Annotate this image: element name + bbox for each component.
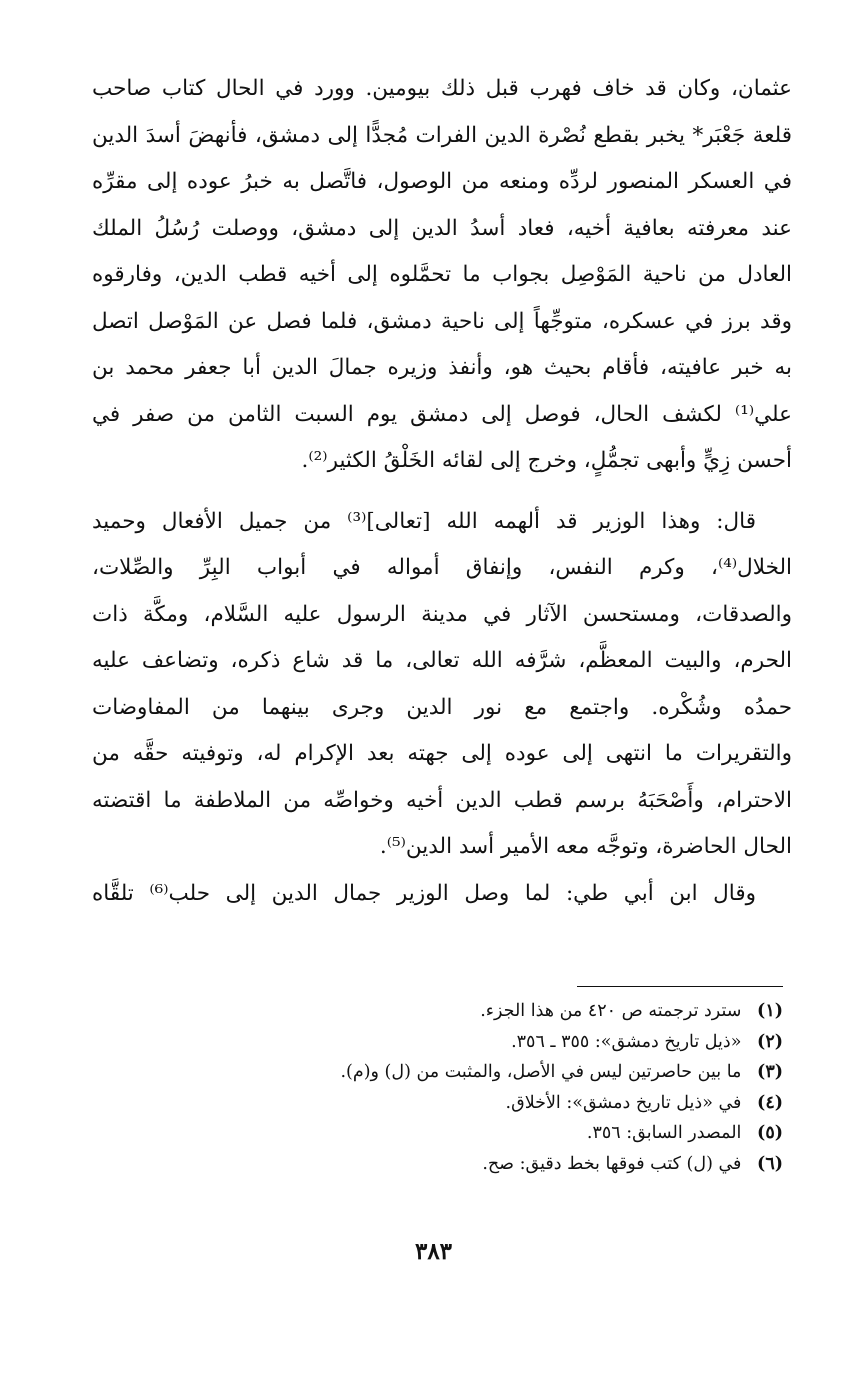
- footnote-item: [83, 996, 783, 1027]
- footnote-text: في (ل) كتب فوقها بخط دقيق: صح.: [482, 1153, 742, 1174]
- footnote-text: في «ذيل تاريخ دمشق»: الأخلاق.: [505, 1092, 742, 1113]
- text-line: وقد برز في عسكره، متوجِّهاً إلى ناحية دمشق، فلما فصل عن المَوْصل اتصل: [92, 308, 792, 334]
- footnotes: [83, 996, 783, 1180]
- footnote-text: ما بين حاصرتين ليس في الأصل، والمثبت من (ل) و(م).: [340, 1062, 742, 1083]
- footnote-number: (١): [757, 1001, 783, 1021]
- text-line: به خبر عافيته، فأقام بحيث هو، وأنفذ وزيره جمالَ الدين أبا جعفر محمد بن: [92, 355, 792, 380]
- text-line: حمدُه وشُكْره. واجتمع مع نور الدين وجرى بينهما من المفاوضات: [92, 694, 792, 720]
- footnote-separator: [577, 986, 783, 987]
- text-line: الاحترام، وأَصْحَبَهُ برسم قطب الدين أخيه وخواصِّه من الملاطفة ما اقتضته: [92, 787, 792, 813]
- footnote-item: [83, 1027, 783, 1058]
- text-line: علي⁽¹⁾ لكشف الحال، فوصل إلى دمشق يوم السبت الثامن من صفر في: [92, 401, 792, 427]
- footnote-number: (٦): [757, 1153, 783, 1174]
- text-line: قال: وهذا الوزير قد ألهمه الله [تعالى]⁽³⁾ من جميل الأفعال وحميد: [92, 508, 756, 534]
- text-line: عند معرفته بعافية أخيه، فعاد أسدُ الدين إلى دمشق، ووصلت رُسُلُ الملك: [92, 215, 792, 241]
- paragraph-3: [92, 871, 792, 918]
- text-line: عثمان، وكان قد خاف فهرب قبل ذلك بيومين. وورد في الحال كتاب صاحب: [92, 76, 792, 101]
- footnote-number: (٥): [757, 1123, 783, 1144]
- text-line: الخلال⁽⁴⁾، وكرم النفس، وإنفاق أمواله في أبواب البِرِّ والصِّلات،: [92, 555, 792, 580]
- text-line: الحال الحاضرة، وتوجَّه معه الأمير أسد الدين⁽⁵⁾.: [379, 834, 792, 859]
- footnote-text: المصدر السابق: ٣٥٦.: [586, 1123, 742, 1144]
- footnote-item: [83, 1057, 783, 1088]
- text-line: الحرم، والبيت المعظَّم، شرَّفه الله تعالى، ما قد شاع ذكره، وتضاعف عليه: [92, 648, 792, 673]
- text-line: أحسن زِيٍّ وأبهى تجمُّلٍ، وخرج إلى لقائه الخَلْقُ الكثير⁽²⁾.: [301, 448, 792, 473]
- text-line: والصدقات، ومستحسن الآثار في مدينة الرسول عليه السَّلام، ومكَّة ذات: [92, 601, 792, 627]
- text-line: العادل من ناحية المَوْصِل بجواب ما تحمَّلوه إلى أخيه قطب الدين، وفارقوه: [92, 262, 792, 287]
- footnote-text: «ذيل تاريخ دمشق»: ٣٥٥ ـ ٣٥٦.: [511, 1031, 742, 1052]
- footnote-item: [83, 1088, 783, 1119]
- text-line: وقال ابن أبي طي: لما وصل الوزير جمال الدين إلى حلب⁽⁶⁾ تلقَّاه: [92, 880, 756, 906]
- footnote-number: (٢): [757, 1031, 783, 1052]
- footnote-number: (٣): [757, 1062, 783, 1083]
- footnote-item: [83, 1118, 783, 1149]
- paragraph-1: [92, 66, 792, 485]
- page-number: ٣٨٣: [414, 1238, 453, 1265]
- footnote-item: [83, 1149, 783, 1180]
- text-line: والتقريرات ما انتهى إلى عوده إلى جهته بعد الإكرام له، وتوفيته حقَّه من: [92, 741, 792, 766]
- paragraph-2: [92, 499, 792, 871]
- paragraph-spacer: [92, 485, 792, 499]
- footnote-number: (٤): [757, 1092, 783, 1113]
- text-line: قلعة جَعْبَر* يخبر بقطع نُصْرة الدين الفرات مُجدًّا إلى دمشق، فأنهضَ أسدَ الدين: [92, 122, 792, 148]
- footnote-text: سترد ترجمته ص ٤٢٠ من هذا الجزء.: [480, 1001, 742, 1021]
- text-line: في العسكر المنصور لردِّه ومنعه من الوصول، فاتَّصل به خبرُ عوده إلى مقرِّه: [92, 169, 792, 194]
- main-text: [92, 66, 792, 917]
